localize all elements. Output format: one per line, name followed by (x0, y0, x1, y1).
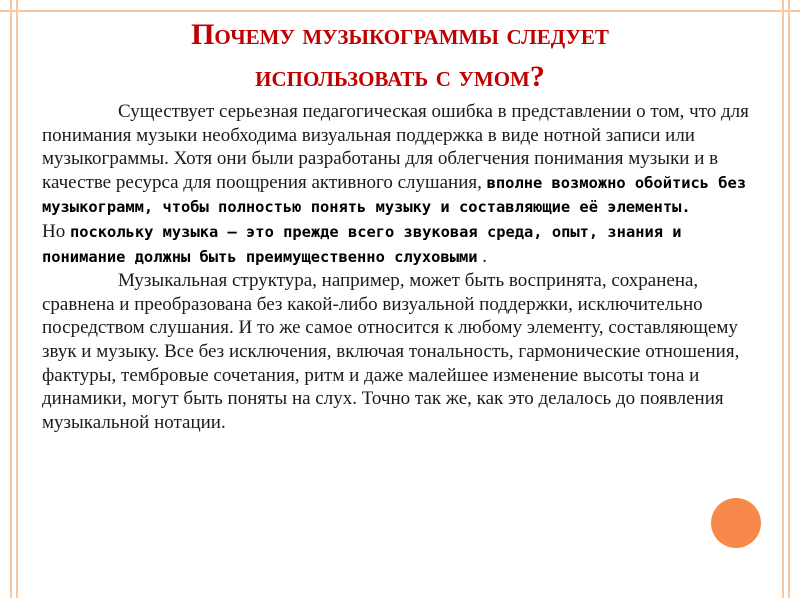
frame-left-outer-line (10, 0, 12, 598)
slide-title (40, 14, 760, 98)
slide-body (42, 100, 770, 434)
paragraph-1-text-b: Но (42, 220, 70, 242)
frame-left-inner-line (16, 0, 18, 598)
paragraph-2-text: Музыкальная структура, например, может быть воспринята, сохранена, сравнена и преобразована без какой-либо визуальной поддержки, исключительно посредством слушания. И то же самое относится к любому элементу, составляющему звук и музыку. Все без исключения, включая тональность, гармонические отношения, фактуры, тембровые сочетания, ритм и даже малейшее изменение высоты тона и динамики, могут быть поняты на слух. Точно так же, как это делалось до появления музыкальной нотации. (42, 270, 740, 433)
frame-right-outer-line (788, 0, 790, 598)
slide-title-line-1: Почему музыкограммы следует (191, 18, 609, 51)
paragraph-1-bold-b: поскольку музыка — это прежде всего звуковая среда, опыт, знания и понимание должны быть преимущественно слуховыми (42, 222, 682, 266)
slide-title-line-2: использовать с умом? (255, 60, 545, 93)
paragraph-1-text-a: Существует серьезная педагогическая ошибка в представлении о том, что для понимания музыки необходима визуальная поддержка в виде нотной записи или музыкограммы. Хотя они были разработаны для облегчения понимания музыки и в качестве ресурса для поощрения активного слушания, (42, 101, 749, 193)
frame-right-inner-line (782, 0, 784, 598)
frame-top-line (0, 10, 800, 12)
paragraph-1-bold-a: вполне возможно обойтись без музыкограмм, чтобы полностью понять музыку и составляющие её элементы. (42, 173, 747, 217)
decorative-orange-circle (711, 498, 761, 548)
paragraph-1-text-c: . (477, 245, 487, 267)
